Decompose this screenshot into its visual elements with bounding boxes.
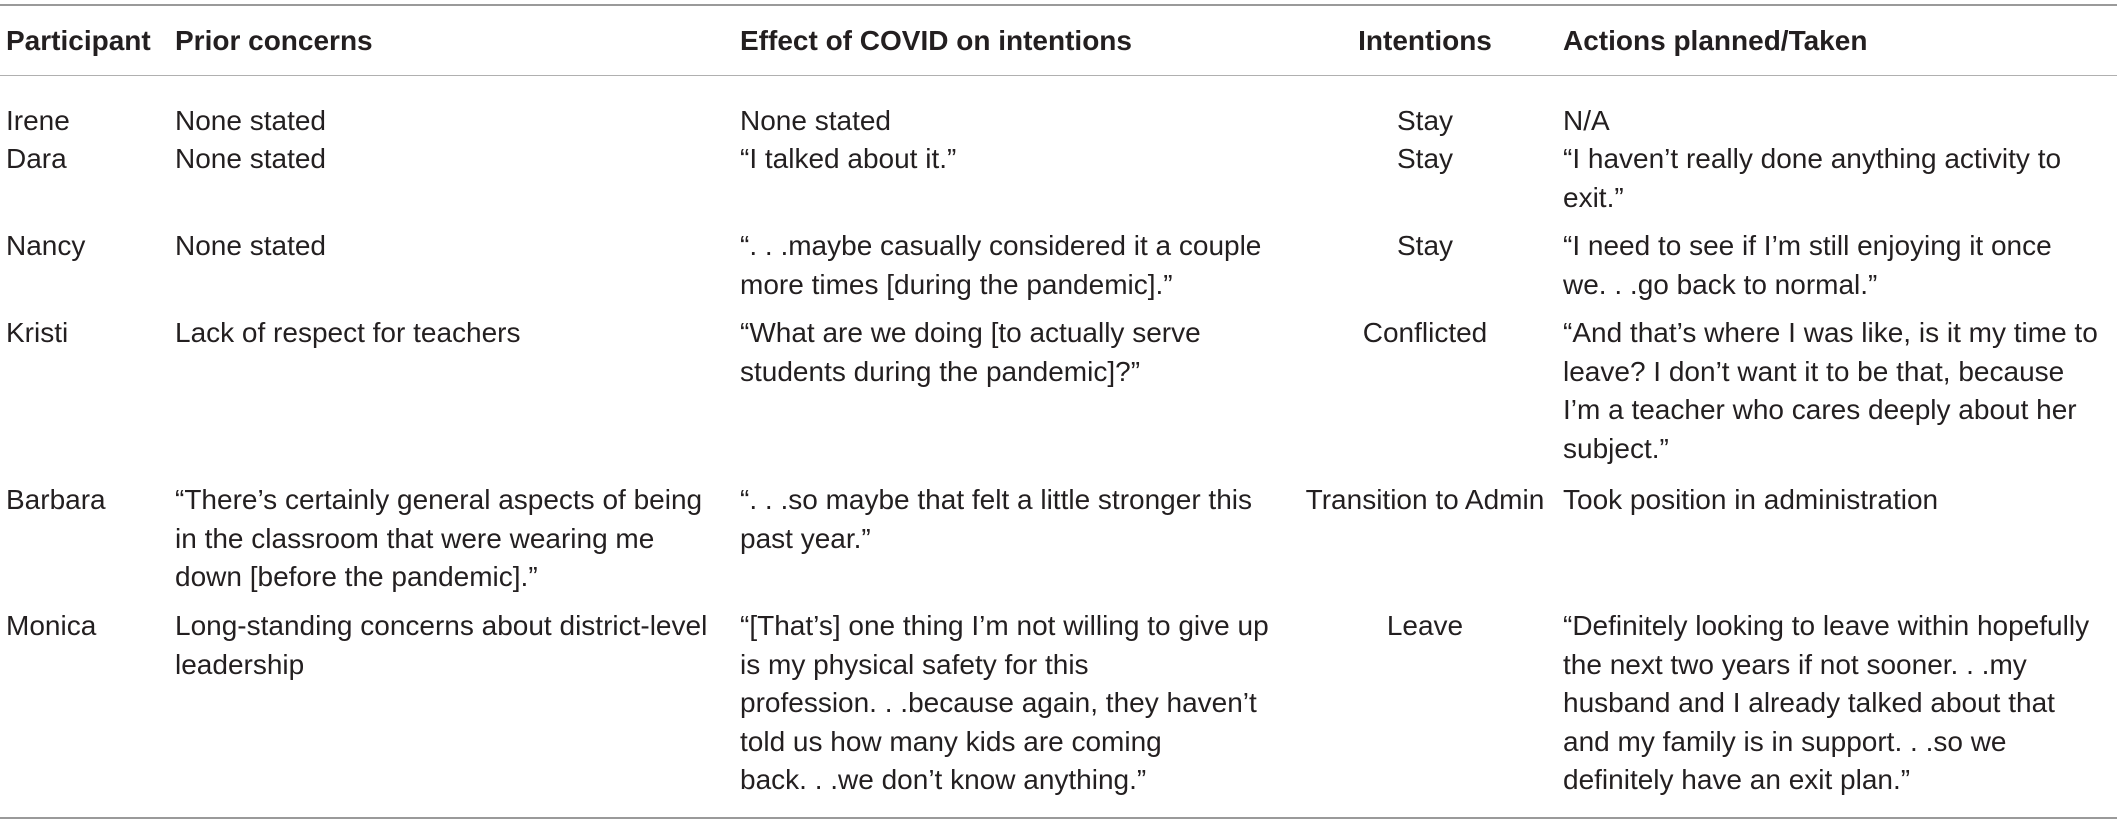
cell-line: leadership: [175, 648, 305, 680]
participant-name: Kristi: [6, 317, 69, 348]
cell-line: None stated: [175, 105, 326, 136]
cell-line: Took position in administration: [1563, 484, 1939, 515]
participant-name: Nancy: [6, 230, 86, 261]
effect-cell: [740, 102, 1300, 141]
actions-cell: [1563, 607, 2113, 800]
effect-cell: [740, 314, 1300, 391]
participant-name: Irene: [6, 105, 70, 136]
cell-line: “I haven’t really done anything activity to: [1563, 143, 2062, 174]
header-prior-concerns: Prior concerns: [175, 25, 373, 56]
cell-line: past year.”: [740, 522, 871, 554]
cell-line: down [before the pandemic].”: [175, 561, 538, 592]
cell-line: and my family is in support. . .so we: [1563, 725, 2007, 757]
cell-line: “I need to see if I’m still enjoying it once: [1563, 230, 2052, 261]
actions-cell: [1563, 227, 2113, 304]
cell-line: definitely have an exit plan.”: [1563, 764, 1911, 795]
cell-line: None stated: [175, 230, 326, 261]
effect-cell: [740, 607, 1300, 800]
cell-line: I’m a teacher who cares deeply about her: [1563, 394, 2077, 425]
prior-concerns-cell: [175, 314, 735, 353]
cell-line: “Definitely looking to leave within hopefully: [1563, 610, 2090, 641]
cell-line: students during the pandemic]?”: [740, 355, 1141, 387]
prior-concerns-cell: [175, 102, 735, 141]
actions-cell: [1563, 314, 2113, 468]
cell-line: the next two years if not sooner. . .my: [1563, 648, 2027, 680]
cell-line: is my physical safety for this: [740, 648, 1089, 680]
cell-line: exit.”: [1563, 181, 1624, 213]
effect-cell: [740, 140, 1300, 179]
participant-name: Barbara: [6, 484, 106, 515]
actions-cell: [1563, 102, 2113, 141]
effect-cell: [740, 481, 1300, 558]
prior-concerns-cell: [175, 481, 735, 597]
intentions-cell: Stay: [1396, 230, 1454, 261]
cell-line: “[That’s] one thing I’m not willing to give up: [740, 610, 1269, 641]
header-intentions: Intentions: [1358, 25, 1492, 56]
intentions-cell: Leave: [1386, 610, 1464, 641]
actions-cell: [1563, 140, 2113, 217]
prior-concerns-cell: [175, 607, 735, 684]
cell-line: told us how many kids are coming: [740, 725, 1162, 757]
cell-line: “There’s certainly general aspects of being: [175, 484, 703, 515]
cell-line: “I talked about it.”: [740, 143, 957, 174]
header-effect-of-covid: Effect of COVID on intentions: [740, 25, 1132, 56]
cell-line: N/A: [1563, 105, 1610, 136]
effect-cell: [740, 227, 1300, 304]
intentions-cell: Stay: [1396, 105, 1454, 136]
cell-line: in the classroom that were wearing me: [175, 522, 655, 554]
participant-name: Monica: [6, 610, 97, 641]
intentions-cell: Stay: [1396, 143, 1454, 174]
cell-line: “What are we doing [to actually serve: [740, 317, 1201, 348]
actions-cell: [1563, 481, 2113, 520]
cell-line: “And that’s where I was like, is it my time to: [1563, 317, 2098, 348]
cell-line: None stated: [175, 143, 326, 174]
cell-line: more times [during the pandemic].”: [740, 268, 1173, 300]
cell-line: “. . .so maybe that felt a little stronger this: [740, 484, 1252, 515]
intentions-cell: Transition to Admin: [1305, 484, 1545, 515]
cell-line: Long-standing concerns about district-level: [175, 610, 708, 641]
table-header-rule: [0, 75, 2117, 76]
cell-line: profession. . .because again, they haven’t: [740, 687, 1257, 718]
cell-line: Lack of respect for teachers: [175, 317, 521, 348]
cell-line: None stated: [740, 105, 891, 136]
intentions-cell: Conflicted: [1362, 317, 1488, 348]
cell-line: leave? I don’t want it to be that, because: [1563, 355, 2065, 387]
cell-line: “. . .maybe casually considered it a couple: [740, 230, 1262, 261]
prior-concerns-cell: [175, 140, 735, 179]
header-participant: Participant: [6, 25, 151, 56]
table-header-row: [0, 22, 2117, 62]
prior-concerns-cell: [175, 227, 735, 266]
cell-line: we. . .go back to normal.”: [1563, 268, 1878, 300]
table-bottom-rule: [0, 817, 2117, 819]
table-top-rule: [0, 4, 2117, 6]
participant-name: Dara: [6, 143, 67, 174]
cell-line: back. . .we don’t know anything.”: [740, 764, 1147, 795]
header-actions: Actions planned/Taken: [1563, 25, 1868, 56]
cell-line: subject.”: [1563, 432, 1669, 464]
cell-line: husband and I already talked about that: [1563, 687, 2055, 718]
